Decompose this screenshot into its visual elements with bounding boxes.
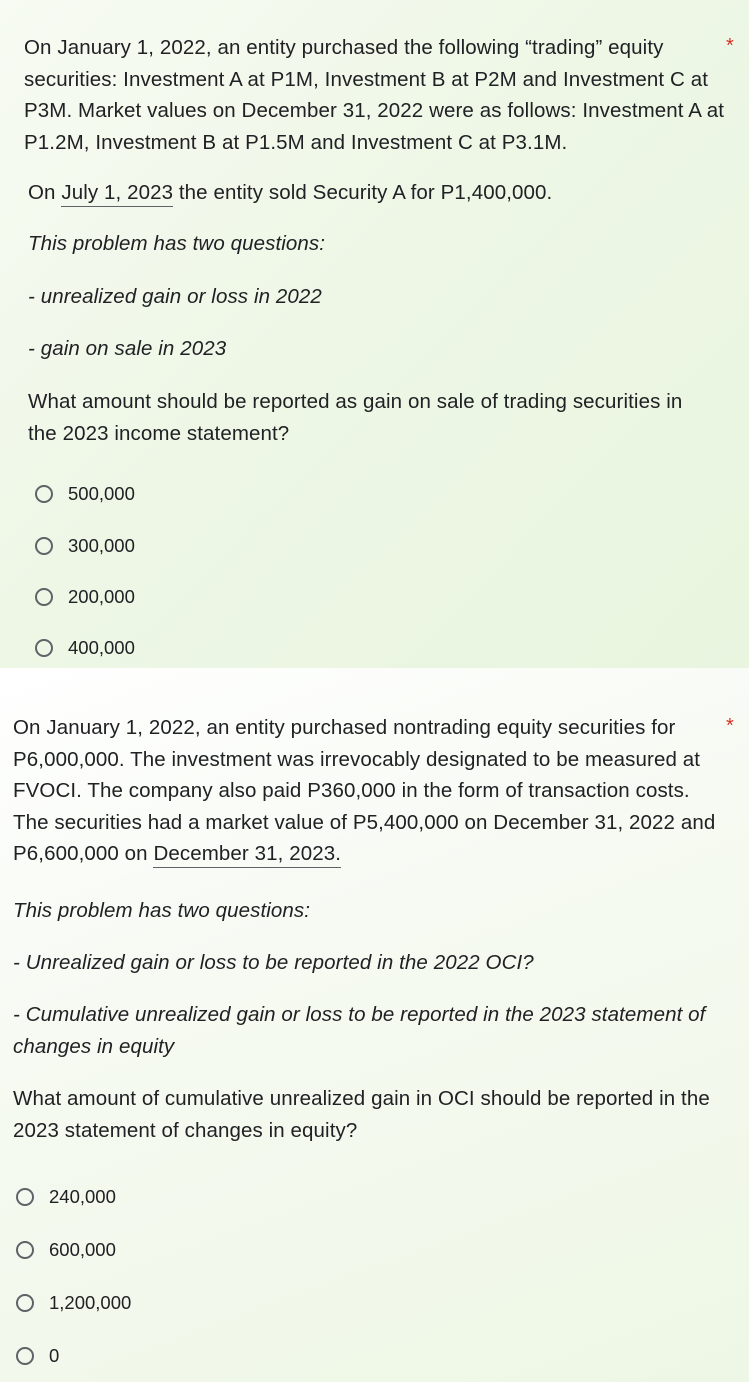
question-1-card [0,0,749,668]
sale-prefix: On [28,181,62,204]
question-2-subquestion-1: - Unrealized gain or loss to be reported in the 2022 OCI? [13,951,534,974]
question-2-intro [13,712,723,870]
question-2-subquestion-2: - Cumulative unrealized gain or loss to be reported in the 2023 statement of changes in equity [13,1003,706,1058]
required-asterisk: * [726,715,734,737]
radio-button[interactable] [16,1294,34,1312]
option-label: 240,000 [49,1186,116,1207]
option-label: 400,000 [68,637,135,658]
question-1-sale-text [28,177,718,209]
radio-button[interactable] [35,537,53,555]
option-label: 500,000 [68,483,135,504]
option-label: 600,000 [49,1239,116,1260]
question-1-option-3[interactable] [35,582,135,612]
radio-button[interactable] [16,1347,34,1365]
option-label: 0 [49,1345,60,1366]
question-2-option-1[interactable] [16,1182,116,1212]
radio-button[interactable] [16,1188,34,1206]
required-asterisk: * [726,35,734,57]
option-label: 200,000 [68,586,135,607]
intro-main: On January 1, 2022, an entity purchased nontrading equity securities for P6,000,000. The investment was irrevocably designated to be measured at FVOCI. The company also paid P360,000 in the form of transaction costs. The securities had a market value of P5,400,000 on December 31, 2022 and P6,600,000 on [13,716,716,865]
radio-button[interactable] [16,1241,34,1259]
sale-suffix: the entity sold Security A for P1,400,000. [173,181,553,204]
question-1-prompt: What amount should be reported as gain on sale of trading securities in the 2023 income statement? [28,390,683,445]
question-2-prompt: What amount of cumulative unrealized gain in OCI should be reported in the 2023 statement of changes in equity? [13,1087,710,1142]
radio-button[interactable] [35,639,53,657]
question-2-option-4[interactable] [16,1341,59,1371]
radio-button[interactable] [35,485,53,503]
question-1-intro: On January 1, 2022, an entity purchased the following “trading” equity securities: Investment A at P1M, Investment B at P2M and Investment C at P3M. Market values on December 31, 2022 were as follows: Investment A at P1.2M, Investment B at P1.5M and Investment C at P3.1M. [24,36,724,154]
intro-date: December 31, 2023. [153,842,341,868]
radio-button[interactable] [35,588,53,606]
option-label: 300,000 [68,535,135,556]
question-2-option-3[interactable] [16,1288,131,1318]
question-1-option-1[interactable] [35,479,135,509]
question-1-option-2[interactable] [35,531,135,561]
question-2-option-2[interactable] [16,1235,116,1265]
question-2-card [0,668,749,1382]
question-1-two-questions: This problem has two questions: [28,232,326,255]
question-1-subquestion-1: - unrealized gain or loss in 2022 [28,285,322,308]
question-1-subquestion-2: - gain on sale in 2023 [28,337,227,360]
option-label: 1,200,000 [49,1292,132,1313]
question-1-option-4[interactable] [35,633,135,663]
sale-date: July 1, 2023 [61,181,173,207]
question-2-two-questions: This problem has two questions: [13,899,311,922]
